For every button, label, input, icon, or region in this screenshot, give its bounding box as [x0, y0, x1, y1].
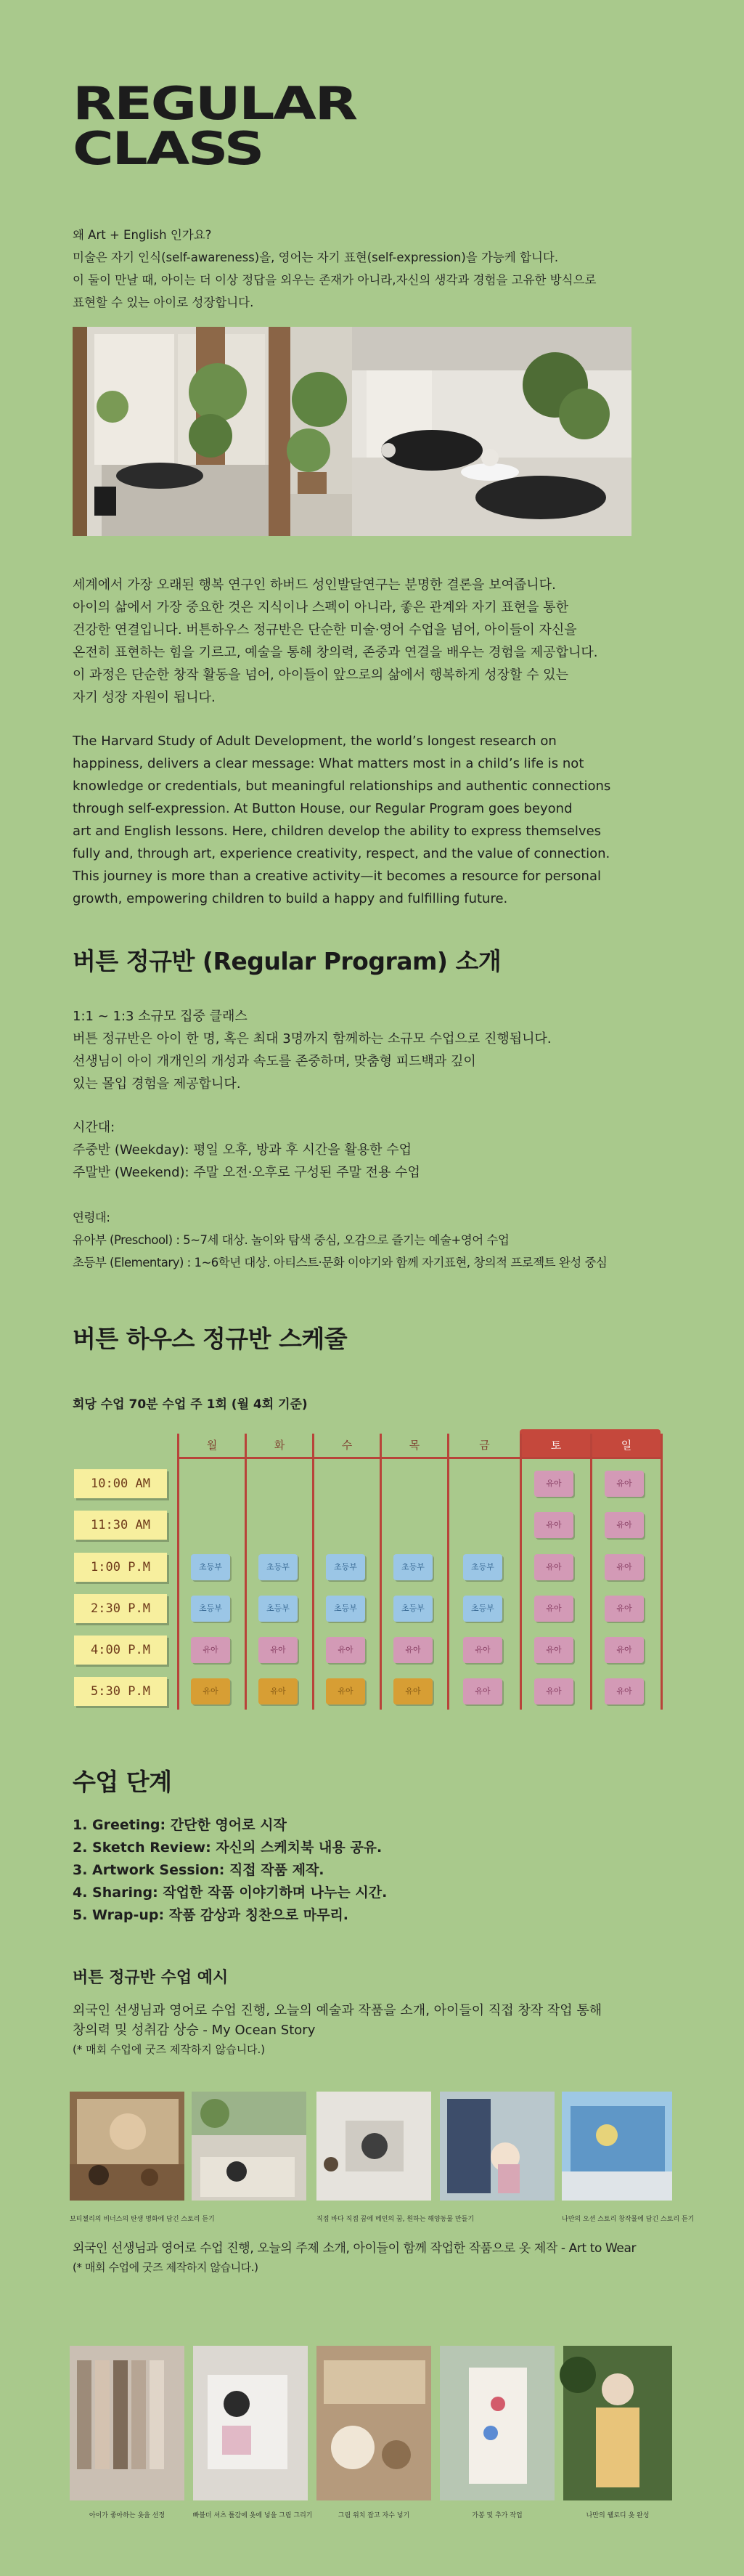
class-chip-elementary[interactable]: 초등부	[191, 1596, 230, 1622]
gallery-photo-venus	[70, 2092, 184, 2201]
class-chip-elementary[interactable]: 초등부	[463, 1596, 502, 1622]
example-block2	[73, 2239, 636, 2277]
column-divider	[245, 1434, 247, 1710]
paragraph-line: 자기 성장 자원이 됩니다.	[73, 690, 216, 705]
class-chip-elementary[interactable]: 초등부	[326, 1554, 365, 1580]
day-sat: 토	[550, 1439, 562, 1452]
class-chip-elementary[interactable]: 초등부	[393, 1554, 433, 1580]
gallery-caption: 빠블더 셔츠 틀감에 옷에 넣을 그림 그리기	[192, 2512, 313, 2519]
class-chip-preschool[interactable]: 유아	[326, 1637, 365, 1663]
step-item: 3. Artwork Session: 직접 작품 제작.	[73, 1862, 324, 1878]
gallery-caption: 보티첼리의 비너스의 탄생 명화에 담긴 스토리 듣기	[70, 2216, 215, 2223]
art-to-wear-gallery	[70, 2346, 672, 2500]
program-times	[73, 1116, 420, 1184]
column-divider	[520, 1434, 522, 1710]
steps-title: 수업 단계	[73, 1768, 172, 1796]
day-mon: 월	[206, 1439, 218, 1452]
class-chip-preschool[interactable]: 유아	[605, 1512, 644, 1538]
step-item: 2. Sketch Review: 자신의 스케치북 내용 공유.	[73, 1840, 383, 1856]
studio-photo-banner	[73, 327, 631, 536]
paragraph-line: knowledge or credentials, but meaningful relationships and authentic connections	[73, 779, 611, 794]
class-chip-gold[interactable]: 유아	[326, 1678, 365, 1705]
schedule-table	[70, 1429, 665, 1712]
class-chip-preschool[interactable]: 유아	[191, 1637, 230, 1663]
ocean-story-gallery	[70, 2092, 672, 2201]
program-line: 있는 몰입 경험을 제공합니다.	[73, 1076, 241, 1092]
paragraph-line: art and English lessons. Here, children develop the ability to express themselves	[73, 824, 602, 839]
gallery-photo-embroidery	[316, 2346, 431, 2500]
column-divider	[590, 1434, 592, 1710]
harvard-study-english	[73, 730, 690, 910]
class-chip-preschool[interactable]: 유아	[534, 1471, 573, 1497]
column-divider	[177, 1434, 179, 1710]
paragraph-line: fully and, through art, experience creativity, respect, and the value of connection.	[73, 846, 610, 861]
class-chip-elementary[interactable]: 초등부	[191, 1554, 230, 1580]
column-divider	[661, 1434, 663, 1710]
paragraph-line: through self-expression. At Button House, our Regular Program goes beyond	[73, 801, 573, 816]
time-slot: 10:00 AM	[74, 1469, 167, 1498]
paragraph-line: happiness, delivers a clear message: What matters most in a child’s life is not	[73, 756, 584, 771]
program-ages	[73, 1206, 607, 1274]
class-chip-preschool[interactable]: 유아	[605, 1678, 644, 1705]
paragraph-line: 이 과정은 단순한 창작 활동을 넘어, 아이들이 앞으로의 삶에서 행복하게 성장할 수 있는	[73, 667, 568, 683]
class-chip-preschool[interactable]: 유아	[258, 1637, 298, 1663]
class-chip-elementary[interactable]: 초등부	[463, 1554, 502, 1580]
gallery-photo-painting-shirt	[193, 2346, 308, 2500]
age-line: 유아부 (Preschool) : 5~7세 대상. 놀이와 탐색 중심, 오감으로 즐기는 예술+영어 수업	[73, 1233, 510, 1247]
intro-line: 이 둘이 만날 때, 아이는 더 이상 정답을 외우는 존재가 아니라,자신의 생각과 경험을 고유한 방식으로	[73, 273, 597, 287]
gallery-caption: 아이가 좋아하는 옷을 선정	[89, 2512, 165, 2519]
paragraph-line: The Harvard Study of Adult Development, the world’s longest research on	[73, 734, 557, 749]
class-chip-elementary[interactable]: 초등부	[393, 1596, 433, 1622]
program-title: 버튼 정규반 (Regular Program) 소개	[73, 947, 502, 975]
step-item: 1. Greeting: 간단한 영어로 시작	[73, 1817, 287, 1833]
class-chip-preschool[interactable]: 유아	[605, 1596, 644, 1622]
day-sun: 일	[621, 1439, 632, 1452]
class-chip-preschool[interactable]: 유아	[534, 1512, 573, 1538]
example-note: (* 매회 수업에 굿즈 제작하지 않습니다.)	[73, 2043, 266, 2056]
steps-list	[73, 1814, 387, 1927]
paragraph-line: 온전히 표현하는 힘을 기르고, 예술을 통해 창의력, 존중과 연결을 배우는 경험을 제공합니다.	[73, 645, 598, 660]
schedule-subtitle: 회당 수업 70분 수업 주 1회 (월 4회 기준)	[73, 1397, 308, 1412]
program-line: 버튼 정규반은 아이 한 명, 혹은 최대 3명까지 함께하는 소규모 수업으로 진행됩니다.	[73, 1031, 552, 1047]
gallery-photo-drawing	[192, 2092, 306, 2201]
day-tue: 화	[274, 1439, 285, 1452]
paragraph-line: 건강한 연결입니다. 버튼하우스 정규반은 단순한 미술·영어 수업을 넘어, 아이들이 자신을	[73, 622, 577, 638]
paragraph-line: growth, empowering children to build a happy and fulfilling future.	[73, 891, 508, 906]
time-slot: 11:30 AM	[74, 1511, 167, 1540]
gallery-photo-clothes-rack	[70, 2346, 184, 2500]
intro-text	[73, 224, 690, 314]
hero-title-line1: REGULAR	[73, 77, 356, 130]
class-chip-preschool[interactable]: 유아	[534, 1596, 573, 1622]
studio-photo-mid	[269, 327, 352, 536]
age-label: 연령대:	[73, 1211, 110, 1224]
class-chip-preschool[interactable]: 유아	[463, 1678, 502, 1705]
example-note: (* 매회 수업에 굿즈 제작하지 않습니다.)	[73, 2261, 258, 2274]
class-chip-gold[interactable]: 유아	[258, 1678, 298, 1705]
gallery-photo-sculpture	[316, 2092, 431, 2201]
hero-title-line2: CLASS	[73, 122, 263, 175]
column-divider	[380, 1434, 382, 1710]
example-line: 창의력 및 성취감 상승 - My Ocean Story	[73, 2023, 316, 2038]
class-chip-elementary[interactable]: 초등부	[258, 1554, 298, 1580]
time-slot: 4:00 P.M	[74, 1636, 167, 1665]
time-slot: 2:30 P.M	[74, 1594, 167, 1623]
class-chip-gold[interactable]: 유아	[191, 1678, 230, 1705]
step-item: 4. Sharing: 작업한 작품 이야기하며 나누는 시간.	[73, 1885, 388, 1901]
example-title: 버튼 정규반 수업 예시	[73, 1969, 229, 1987]
program-line: 1:1 ~ 1:3 소규모 집중 클래스	[73, 1009, 248, 1024]
age-line: 초등부 (Elementary) : 1~6학년 대상. 아티스트·문화 이야기와 함께 자기표현, 창의적 프로젝트 완성 중심	[73, 1256, 608, 1269]
class-chip-preschool[interactable]: 유아	[605, 1637, 644, 1663]
paragraph-line: 아이의 삶에서 가장 중요한 것은 지식이나 스펙이 아니라, 좋은 관계와 자기 표현을 통한	[73, 600, 568, 615]
time-line: 주중반 (Weekday): 평일 오후, 방과 후 시간을 활용한 수업	[73, 1142, 412, 1158]
intro-line: 표현할 수 있는 아이로 성장합니다.	[73, 296, 254, 309]
schedule-header-rule	[177, 1457, 661, 1459]
class-chip-gold[interactable]: 유아	[393, 1678, 433, 1705]
column-divider	[447, 1434, 449, 1710]
day-fri: 금	[479, 1439, 490, 1452]
studio-photo-left	[73, 327, 269, 536]
paragraph-line: This journey is more than a creative activity—it becomes a resource for personal	[73, 869, 601, 884]
gallery-caption: 나만의 웰로디 옷 완성	[586, 2512, 650, 2519]
program-line: 선생님이 아이 개개인의 개성과 속도를 존중하며, 맞춤형 피드백과 깊이	[73, 1054, 476, 1069]
day-thu: 목	[409, 1439, 420, 1452]
example-line: 외국인 선생님과 영어로 수업 진행, 오늘의 예술과 작품을 소개, 아이들이 직접 창작 작업 통해	[73, 2003, 602, 2018]
step-item: 5. Wrap-up: 작품 감상과 칭찬으로 마무리.	[73, 1907, 349, 1923]
harvard-study-korean	[73, 574, 682, 709]
class-chip-elementary[interactable]: 초등부	[326, 1596, 365, 1622]
column-divider	[312, 1434, 314, 1710]
day-wed: 수	[341, 1439, 353, 1452]
class-chip-preschool[interactable]: 유아	[534, 1678, 573, 1705]
gallery-caption: 나만의 오션 스토리 창작물에 담긴 스토리 듣기	[562, 2216, 695, 2223]
example-line: 외국인 선생님과 영어로 수업 진행, 오늘의 주제 소개, 아이들이 함께 작업한 작품으로 옷 제작 - Art to Wear	[73, 2241, 637, 2256]
time-label: 시간대:	[73, 1120, 115, 1135]
class-chip-elementary[interactable]: 초등부	[258, 1596, 298, 1622]
studio-photo-right	[352, 327, 631, 536]
gallery-caption: 그림 위치 잡고 자수 넣기	[338, 2512, 410, 2519]
class-chip-preschool[interactable]: 유아	[393, 1637, 433, 1663]
time-slot: 5:30 P.M	[74, 1677, 167, 1706]
gallery-photo-ocean	[562, 2092, 672, 2201]
gallery-caption: 직접 바다 직접 꿈에 메인의 꿈, 원하는 해양동물 만들기	[316, 2216, 475, 2223]
class-chip-preschool[interactable]: 유아	[463, 1637, 502, 1663]
class-chip-preschool[interactable]: 유아	[605, 1554, 644, 1580]
intro-line: 미술은 자기 인식(self-awareness)을, 영어는 자기 표현(self-expression)을 가능케 합니다.	[73, 251, 559, 264]
intro-line: 왜 Art + English 인가요?	[73, 228, 212, 242]
class-chip-preschool[interactable]: 유아	[534, 1637, 573, 1663]
class-chip-preschool[interactable]: 유아	[605, 1471, 644, 1497]
time-slot: 1:00 P.M	[74, 1553, 167, 1582]
class-chip-preschool[interactable]: 유아	[534, 1554, 573, 1580]
gallery-photo-finished	[560, 2346, 672, 2500]
paragraph-line: 세계에서 가장 오래된 행복 연구인 하버드 성인발달연구는 분명한 결론을 보여줍니다.	[73, 577, 556, 593]
program-description	[73, 1005, 552, 1095]
schedule-title: 버튼 하우스 정규반 스케줄	[73, 1325, 348, 1353]
gallery-caption: 가봉 및 추가 작업	[472, 2512, 523, 2519]
gallery-photo-kids	[440, 2092, 555, 2201]
example-block1	[73, 2001, 602, 2060]
time-line: 주말반 (Weekend): 주말 오전·오후로 구성된 주말 전용 수업	[73, 1165, 420, 1180]
hero-title	[73, 77, 356, 175]
gallery-photo-fitting	[440, 2346, 555, 2500]
